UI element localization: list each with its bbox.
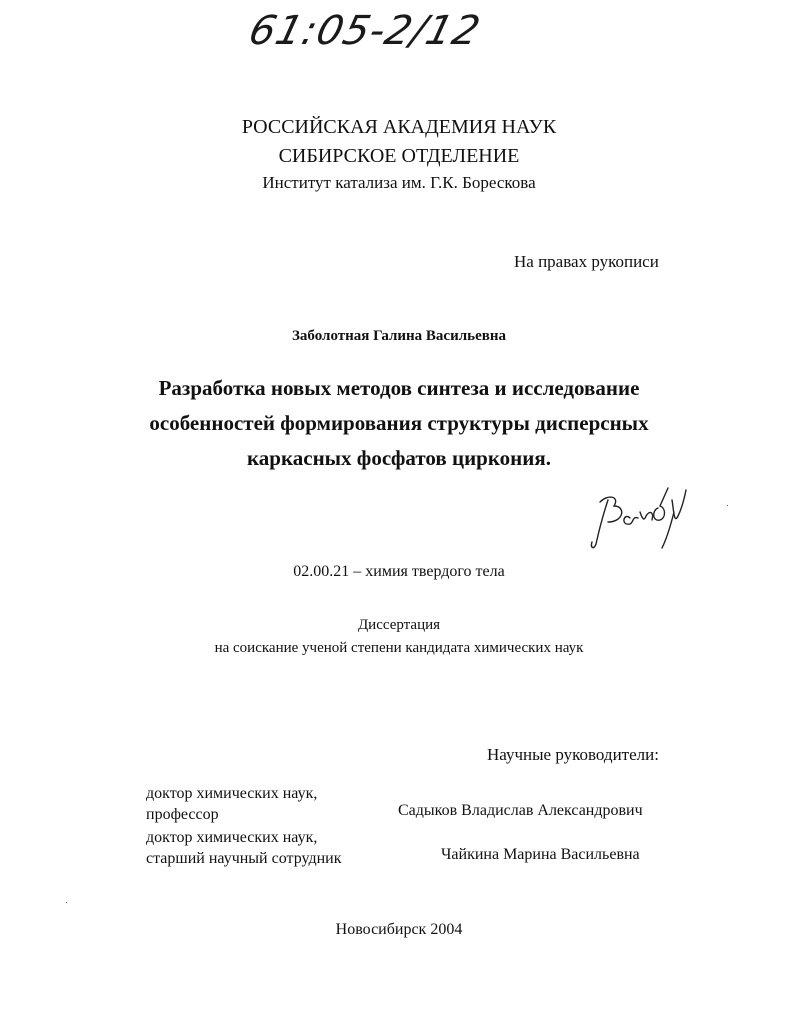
- title-line-2: особенностей формирования структуры дисперсных: [149, 411, 649, 435]
- branch-name: СИБИРСКОЕ ОТДЕЛЕНИЕ: [278, 145, 520, 167]
- handwritten-signature: [586, 482, 696, 557]
- supervisor-2-degree: доктор химических наук,: [146, 829, 318, 846]
- supervisor-2-rank: старший научный сотрудник: [146, 850, 342, 867]
- work-type: Диссертация: [357, 617, 441, 633]
- supervisor-1-name: Садыков Владислав Александрович: [398, 802, 643, 819]
- supervisors-heading: Научные руководители:: [487, 745, 659, 764]
- academy-name: РОССИЙСКАЯ АКАДЕМИЯ НАУК: [241, 116, 557, 138]
- supervisor-2-title: [146, 827, 342, 869]
- supervisor-1-degree: доктор химических наук,: [146, 785, 318, 802]
- supervisor-1-rank: профессор: [146, 806, 219, 823]
- degree-description: на соискание ученой степени кандидата химических наук: [214, 640, 584, 656]
- title-line-1: Разработка новых методов синтеза и исследование: [158, 376, 640, 400]
- city-year: Новосибирск 2004: [335, 921, 463, 938]
- specialty-code: 02.00.21 – химия твердого тела: [293, 563, 505, 580]
- institute-name: Институт катализа им. Г.К. Борескова: [262, 173, 536, 192]
- author-name: Заболотная Галина Васильевна: [292, 328, 506, 344]
- supervisor-2-name: Чайкина Марина Васильевна: [441, 846, 640, 863]
- rights-note: На правах рукописи: [514, 252, 659, 271]
- scan-speck: [727, 505, 728, 506]
- supervisor-1-title: [146, 783, 317, 825]
- archive-code-handwritten: 61:05-2/12: [244, 8, 486, 54]
- scan-speck: [66, 902, 67, 903]
- title-line-3: каркасных фосфатов циркония.: [247, 446, 551, 470]
